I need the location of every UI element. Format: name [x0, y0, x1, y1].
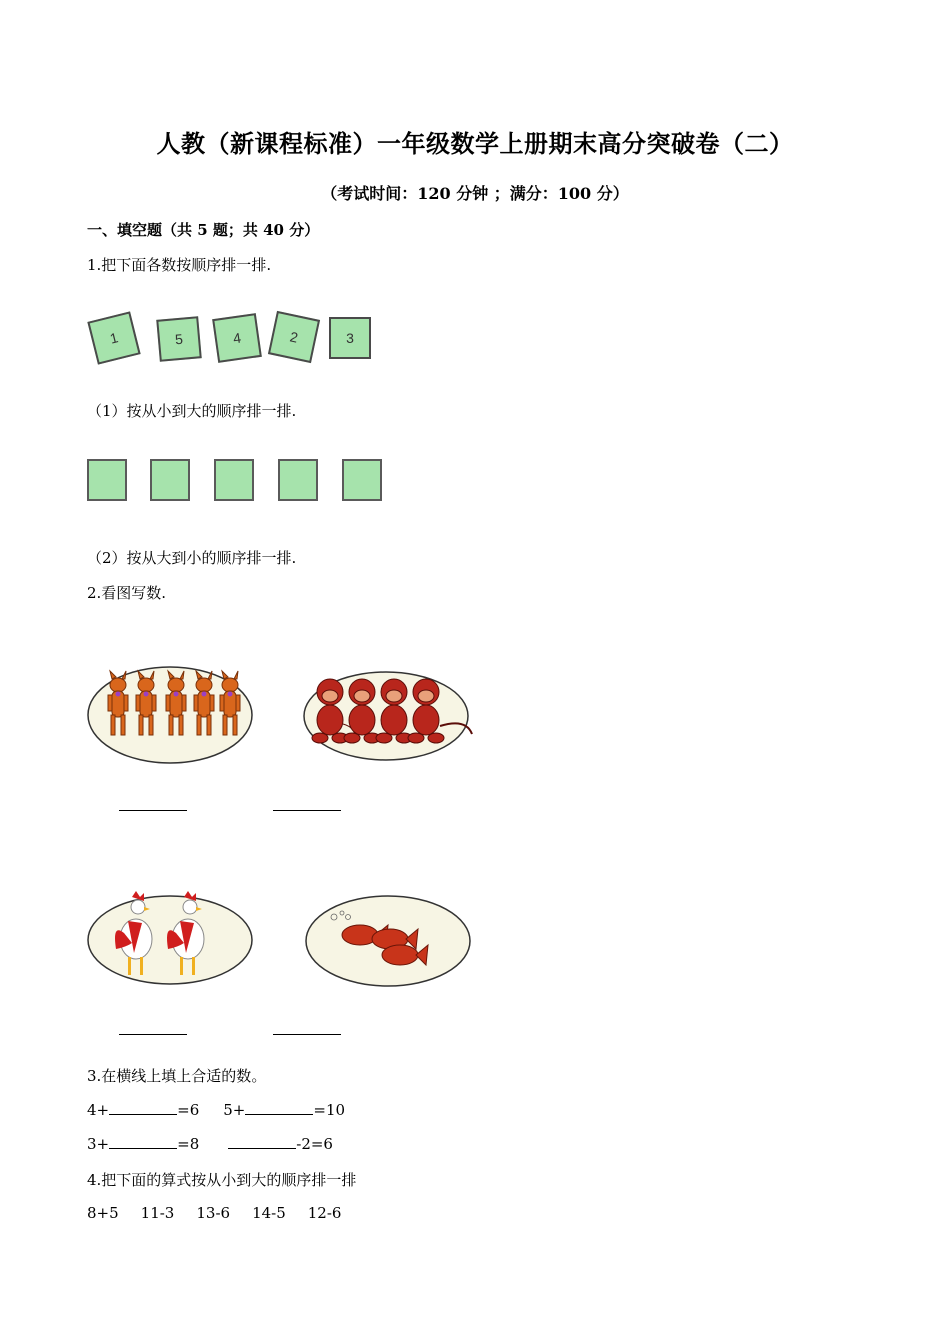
fish-picture: [304, 893, 472, 989]
equation-text: =10: [313, 1101, 346, 1119]
question-1: 1.把下面各数按顺序排一排.: [87, 256, 272, 274]
question-1-part-2: （2）按从大到小的顺序排一排.: [87, 549, 297, 567]
number-card: 3: [329, 317, 371, 359]
expression: 11-3: [140, 1204, 175, 1222]
monkeys-picture: [302, 668, 480, 764]
answer-blank[interactable]: [109, 1100, 177, 1115]
answer-blank[interactable]: [273, 1034, 341, 1035]
answer-blank[interactable]: [109, 1134, 177, 1149]
number-card: 4: [212, 313, 262, 363]
expression: 14-5: [252, 1204, 286, 1222]
answer-blank[interactable]: [273, 810, 341, 811]
answer-blank[interactable]: [228, 1134, 296, 1149]
expression: 8+5: [87, 1204, 119, 1222]
number-cards: [86, 310, 376, 370]
answer-blank[interactable]: [245, 1100, 313, 1115]
equation-text: 5+: [223, 1101, 246, 1119]
answer-boxes: [87, 459, 387, 505]
expression: 13-6: [196, 1204, 231, 1222]
expression: 12-6: [307, 1204, 342, 1222]
equation-text: =6: [177, 1101, 200, 1119]
page-title: 人教（新课程标准）一年级数学上册期末高分突破卷（二）: [156, 130, 794, 158]
roosters-picture: [86, 889, 254, 991]
answer-box[interactable]: [342, 459, 382, 501]
dogs-picture: [86, 663, 256, 767]
equation-text: 3+: [87, 1135, 110, 1153]
number-card: 5: [156, 316, 202, 362]
answer-blank[interactable]: [119, 810, 187, 811]
answer-blank[interactable]: [119, 1034, 187, 1035]
question-1-part-1: （1）按从小到大的顺序排一排.: [87, 402, 297, 420]
question-3: 3.在横线上填上合适的数。: [87, 1067, 267, 1085]
equation-row: [87, 1134, 333, 1153]
equation-text: 4+: [87, 1101, 110, 1119]
question-4: 4.把下面的算式按从小到大的顺序排一排: [87, 1171, 357, 1189]
number-card: 2: [268, 311, 320, 363]
exam-info: （考试时间：120 分钟 ；满分：100 分）: [321, 184, 629, 203]
equation-row: [87, 1100, 345, 1119]
expression-list: [87, 1204, 341, 1222]
answer-box[interactable]: [278, 459, 318, 501]
question-2: 2.看图写数.: [87, 584, 167, 602]
answer-box[interactable]: [150, 459, 190, 501]
number-card: 1: [87, 311, 140, 364]
answer-box[interactable]: [87, 459, 127, 501]
section-heading: 一、填空题（共 5 题；共 40 分）: [87, 221, 320, 239]
equation-text: =8: [177, 1135, 200, 1153]
answer-box[interactable]: [214, 459, 254, 501]
equation-text: -2=6: [296, 1135, 333, 1153]
